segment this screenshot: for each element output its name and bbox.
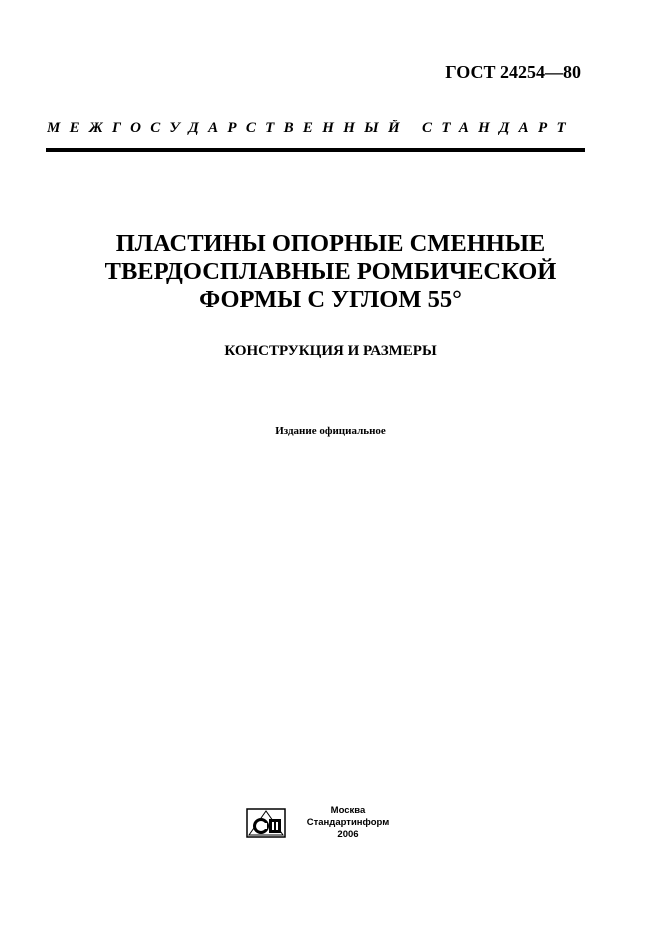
standard-type: МЕЖГОСУДАРСТВЕННЫЙ СТАНДАРТ <box>47 120 575 136</box>
imprint <box>303 805 393 841</box>
doc-number: ГОСТ 24254—80 <box>445 62 581 82</box>
standartinform-logo-icon <box>246 808 286 838</box>
document-subtitle: КОНСТРУКЦИЯ И РАЗМЕРЫ <box>224 343 437 359</box>
imprint-publisher: Стандартинформ <box>306 817 390 828</box>
header-rule <box>46 148 585 152</box>
title-line: ПЛАСТИНЫ ОПОРНЫЕ СМЕННЫЕ <box>115 230 546 257</box>
document-title <box>0 230 661 314</box>
edition-note: Издание официальное <box>275 425 386 437</box>
imprint-year: 2006 <box>337 829 359 840</box>
imprint-city: Москва <box>330 805 366 816</box>
title-line: ТВЕРДОСПЛАВНЫЕ РОМБИЧЕСКОЙ <box>104 258 557 285</box>
title-line: ФОРМЫ С УГЛОМ 55° <box>199 286 462 313</box>
